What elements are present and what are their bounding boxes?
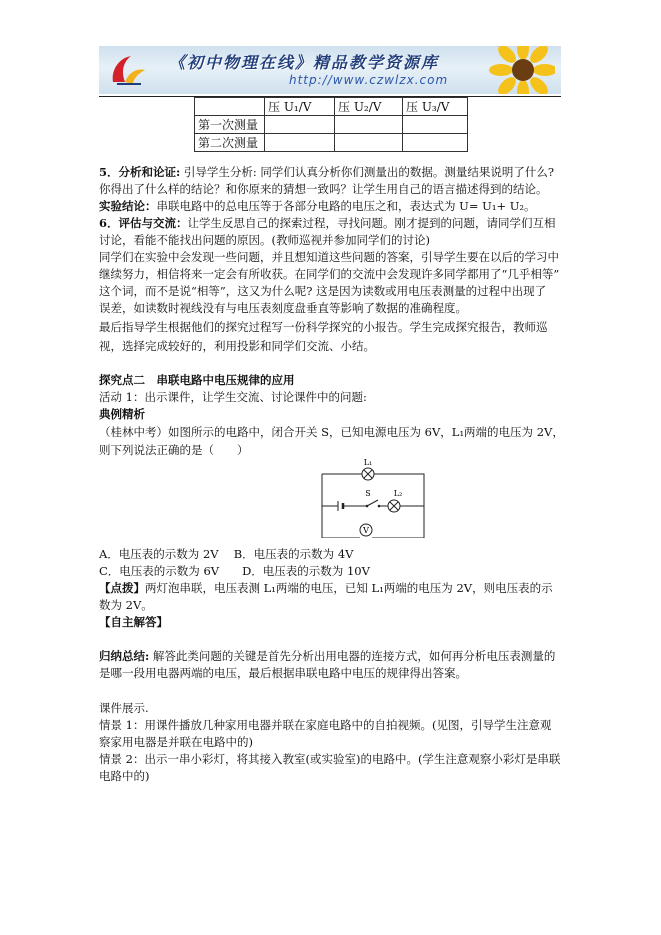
text-line: 活动 1：出示课件，让学生交流、讨论课件中的问题: bbox=[99, 390, 367, 404]
table-cell: 压 U₁/V bbox=[265, 98, 335, 116]
header-banner bbox=[99, 46, 561, 94]
measurement-table bbox=[194, 97, 468, 152]
text-line: 你得出了什么样的结论？和你原来的猜想一致吗？让学生用自己的语言描述得到的结论。 bbox=[99, 182, 548, 196]
header-title: 《初中物理在线》精品教学资源库 bbox=[169, 53, 440, 72]
table-cell bbox=[403, 134, 468, 152]
table-cell bbox=[265, 134, 335, 152]
lamp-l1-label: L₁ bbox=[363, 458, 373, 467]
table-cell: 压 U₂/V bbox=[335, 98, 403, 116]
text-line: 是哪一段用电器两端的电压，最后根据串联电路中电压的规律得出答案。 bbox=[99, 666, 467, 680]
table-cell bbox=[335, 134, 403, 152]
table-cell bbox=[403, 116, 468, 134]
text-line: 情景 2：出示一串小彩灯，将其接入教室(或实验室)的电路中。(学生注意观察小彩灯是串联 bbox=[99, 752, 561, 766]
voltmeter-label: V bbox=[363, 526, 369, 535]
text-line: 这个词，而不是说“相等”，这又为什么呢? 这是因为读数或用电压表测量的过程中出现了 bbox=[99, 284, 547, 298]
lamp-l2-label: L₂ bbox=[393, 489, 403, 498]
text-line: 【自主解答】 bbox=[99, 615, 168, 629]
table-row bbox=[195, 134, 468, 152]
table-cell bbox=[335, 116, 403, 134]
text-line: 【点拨】两灯泡串联，电压表测 L₁两端的电压，已知 L₁两端的电压为 2V，则电压表的示 bbox=[99, 581, 553, 595]
text-line: （桂林中考）如图所示的电路中，闭合开关 S，已知电源电压为 6V，L₁两端的电压为 2V， bbox=[99, 425, 564, 439]
table-cell: 第二次测量 bbox=[195, 134, 265, 152]
text-line: 实验结论：串联电路中的总电压等于各部分电路的电压之和，表达式为 U= U₁+ U₂。 bbox=[99, 199, 536, 213]
header-url: http://www.czwlzx.com bbox=[289, 73, 449, 87]
switch-icon bbox=[366, 500, 381, 507]
lamp-l2-icon bbox=[388, 500, 400, 512]
text-line: 数为 2V。 bbox=[99, 598, 153, 612]
text-line: 课件展示. bbox=[99, 701, 149, 715]
table-cell: 压 U₃/V bbox=[403, 98, 468, 116]
option-line: A．电压表的示数为 2V B．电压表的示数为 4V bbox=[99, 547, 354, 561]
text-line: 5．分析和论证: 引导学生分析: 同学们认真分析你们测量出的数据。测量结果说明了什么? bbox=[99, 165, 555, 179]
table-row bbox=[195, 116, 468, 134]
table-cell bbox=[195, 98, 265, 116]
text-line: 察家用电器是并联在电路中的) bbox=[99, 735, 253, 749]
text-line: 最后指导学生根据他们的探究过程写一份科学探究的小报告。学生完成探究报告，教师巡 bbox=[99, 320, 548, 334]
text-line: 讨论，看能不能找出问题的原因。(教师巡视并参加同学们的讨论) bbox=[99, 233, 430, 247]
subsection-heading: 典例精析 bbox=[99, 407, 145, 421]
text-line: 误差，如读数时视线没有与电压表刻度盘垂直等影响了数据的准确程度。 bbox=[99, 301, 467, 315]
sunflower-icon bbox=[485, 46, 555, 94]
text-line: 视，选择完成较好的，利用投影和同学们交流、小结。 bbox=[99, 339, 375, 353]
text-line: 则下列说法正确的是（ ） bbox=[99, 443, 249, 457]
text-line: 6．评估与交流：让学生反思自己的探索过程，寻找问题。刚才提到的问题，请同学们互相 bbox=[99, 216, 556, 230]
circuit-diagram bbox=[318, 458, 428, 538]
table-cell bbox=[265, 116, 335, 134]
text-line: 同学们在实验中会发现一些问题，并且想知道这些问题的答案，引导学生要在以后的学习中 bbox=[99, 250, 559, 264]
text-line: 继续努力，相信将来一定会有所收获。在同学们的交流中会发现许多同学都用了“几乎相等” bbox=[99, 267, 560, 281]
lamp-l1-icon bbox=[362, 468, 374, 480]
battery-icon bbox=[338, 501, 343, 511]
table-row bbox=[195, 98, 468, 116]
text-line: 电路中的) bbox=[99, 769, 150, 783]
text-line: 归纳总结: 解答此类问题的关键是首先分析出用电器的连接方式，如何再分析电压表测量的 bbox=[99, 649, 556, 663]
switch-label: S bbox=[365, 489, 371, 498]
text-line: 情景 1：用课件播放几种家用电器并联在家庭电路中的自拍视频。(见图，引导学生注意观 bbox=[99, 718, 552, 732]
table-cell: 第一次测量 bbox=[195, 116, 265, 134]
option-line: C．电压表的示数为 6V D．电压表的示数为 10V bbox=[99, 564, 370, 578]
section-heading: 探究点二 串联电路中电压规律的应用 bbox=[99, 373, 295, 387]
logo-icon bbox=[107, 52, 147, 88]
